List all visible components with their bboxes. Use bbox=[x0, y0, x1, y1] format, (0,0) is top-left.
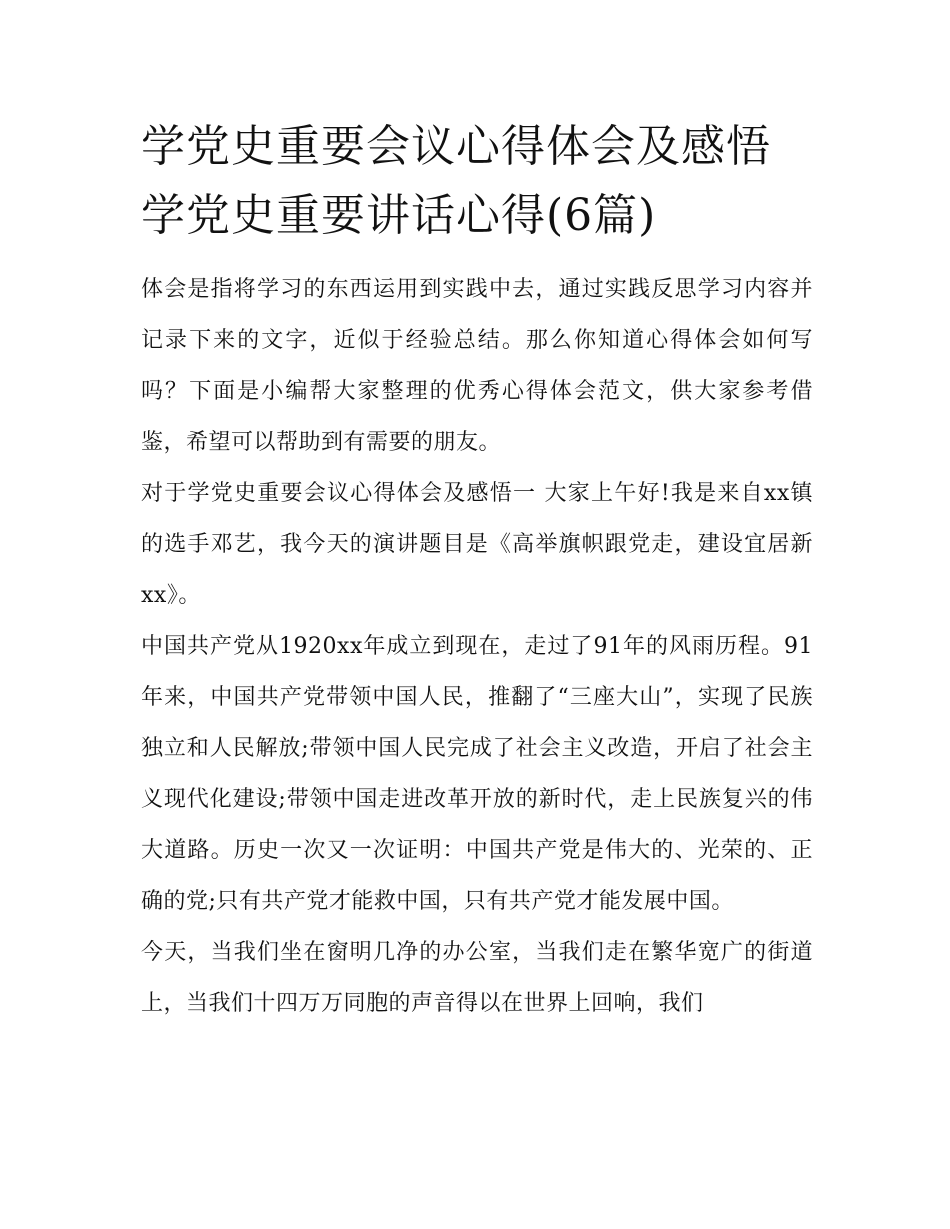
document-body bbox=[141, 112, 813, 1029]
paragraph-party-history: 中国共产党从1920xx年成立到现在，走过了91年的风雨历程。91年来，中国共产党带领中国人民，推翻了“三座大山”，实现了民族独立和人民解放;带领中国人民完成了社会主义改造，开启了社会主义现代化建设;带领中国走进改革开放的新时代，走上民族复兴的伟大道路。历史一次又一次证明：中国共产党是伟大的、光荣的、正确的党;只有共产党才能救中国，只有共产党才能发展中国。 bbox=[141, 634, 813, 914]
paragraph-intro: 体会是指将学习的东西运用到实践中去，通过实践反思学习内容并记录下来的文字，近似于经验总结。那么你知道心得体会如何写吗？下面是小编帮大家整理的优秀心得体会范文，供大家参考借鉴，希望可以帮助到有需要的朋友。 bbox=[141, 277, 813, 455]
paragraph-today: 今天，当我们坐在窗明几净的办公室，当我们走在繁华宽广的街道上，当我们十四万万同胞的声音得以在世界上回响，我们 bbox=[141, 940, 813, 1016]
paragraph-speech-opening: 对于学党史重要会议心得体会及感悟一 大家上午好!我是来自xx镇的选手邓艺，我今天的演讲题目是《高举旗帜跟党走，建设宜居新xx》。 bbox=[141, 481, 813, 608]
document-title: 学党史重要会议心得体会及感悟 学党史重要讲话心得(6篇) bbox=[141, 121, 771, 241]
